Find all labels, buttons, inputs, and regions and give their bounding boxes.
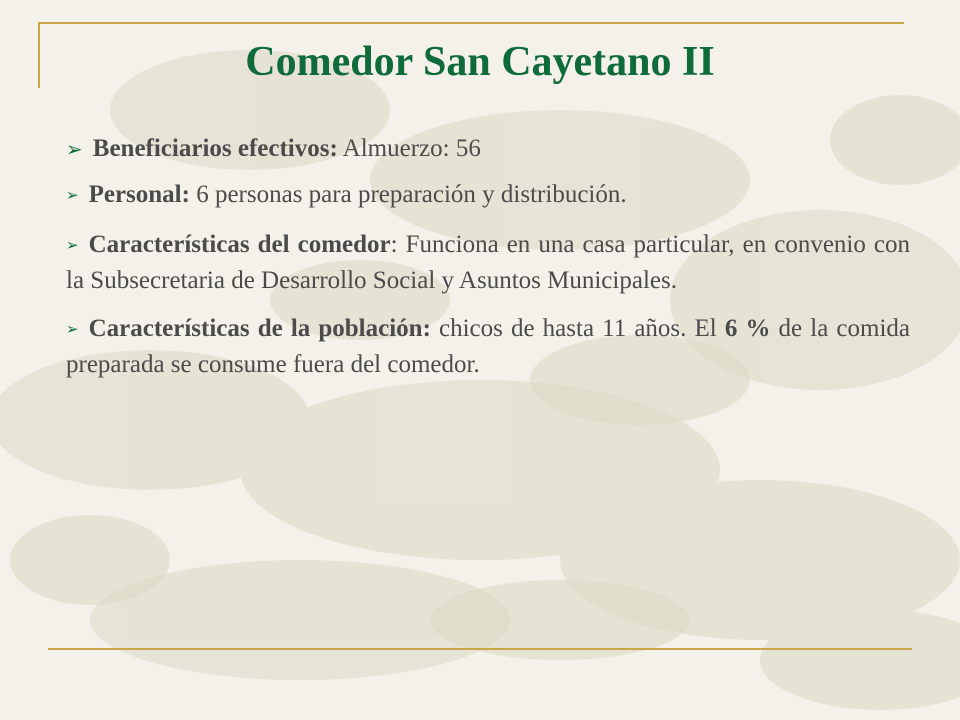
bullet-item [66, 132, 910, 166]
arrow-right-icon: ➢ [66, 186, 79, 204]
bullet-item [66, 312, 910, 382]
arrow-right-icon: ➢ [66, 320, 79, 338]
slide-title: Comedor San Cayetano II [245, 39, 715, 85]
bullet-text: chicos de hasta 11 años. El [430, 315, 725, 342]
bullet-label: Características del comedor [88, 231, 391, 258]
arrow-right-icon: ➢ [66, 137, 83, 161]
arrow-right-icon: ➢ [66, 236, 79, 254]
bullet-item [66, 178, 910, 214]
bullet-text-after: de la comida preparada se consume fuera del comedor. [66, 315, 910, 378]
bullet-value: 6 % [724, 315, 771, 342]
top-rule [40, 22, 904, 24]
bullet-label: Beneficiarios efectivos: [92, 135, 338, 162]
bullet-list [66, 132, 910, 396]
bullet-label: Personal: [88, 181, 190, 208]
bullet-item [66, 228, 910, 298]
bullet-text: : Funciona en una casa particular, en convenio con la Subsecretaria de Desarrollo Social y Asuntos Municipales. [66, 231, 910, 294]
bullet-text: 6 personas para preparación y distribución. [189, 181, 627, 208]
bottom-rule [48, 648, 912, 650]
bullet-text: Almuerzo: 56 [337, 135, 481, 162]
bullet-label: Características de la población: [88, 315, 431, 342]
